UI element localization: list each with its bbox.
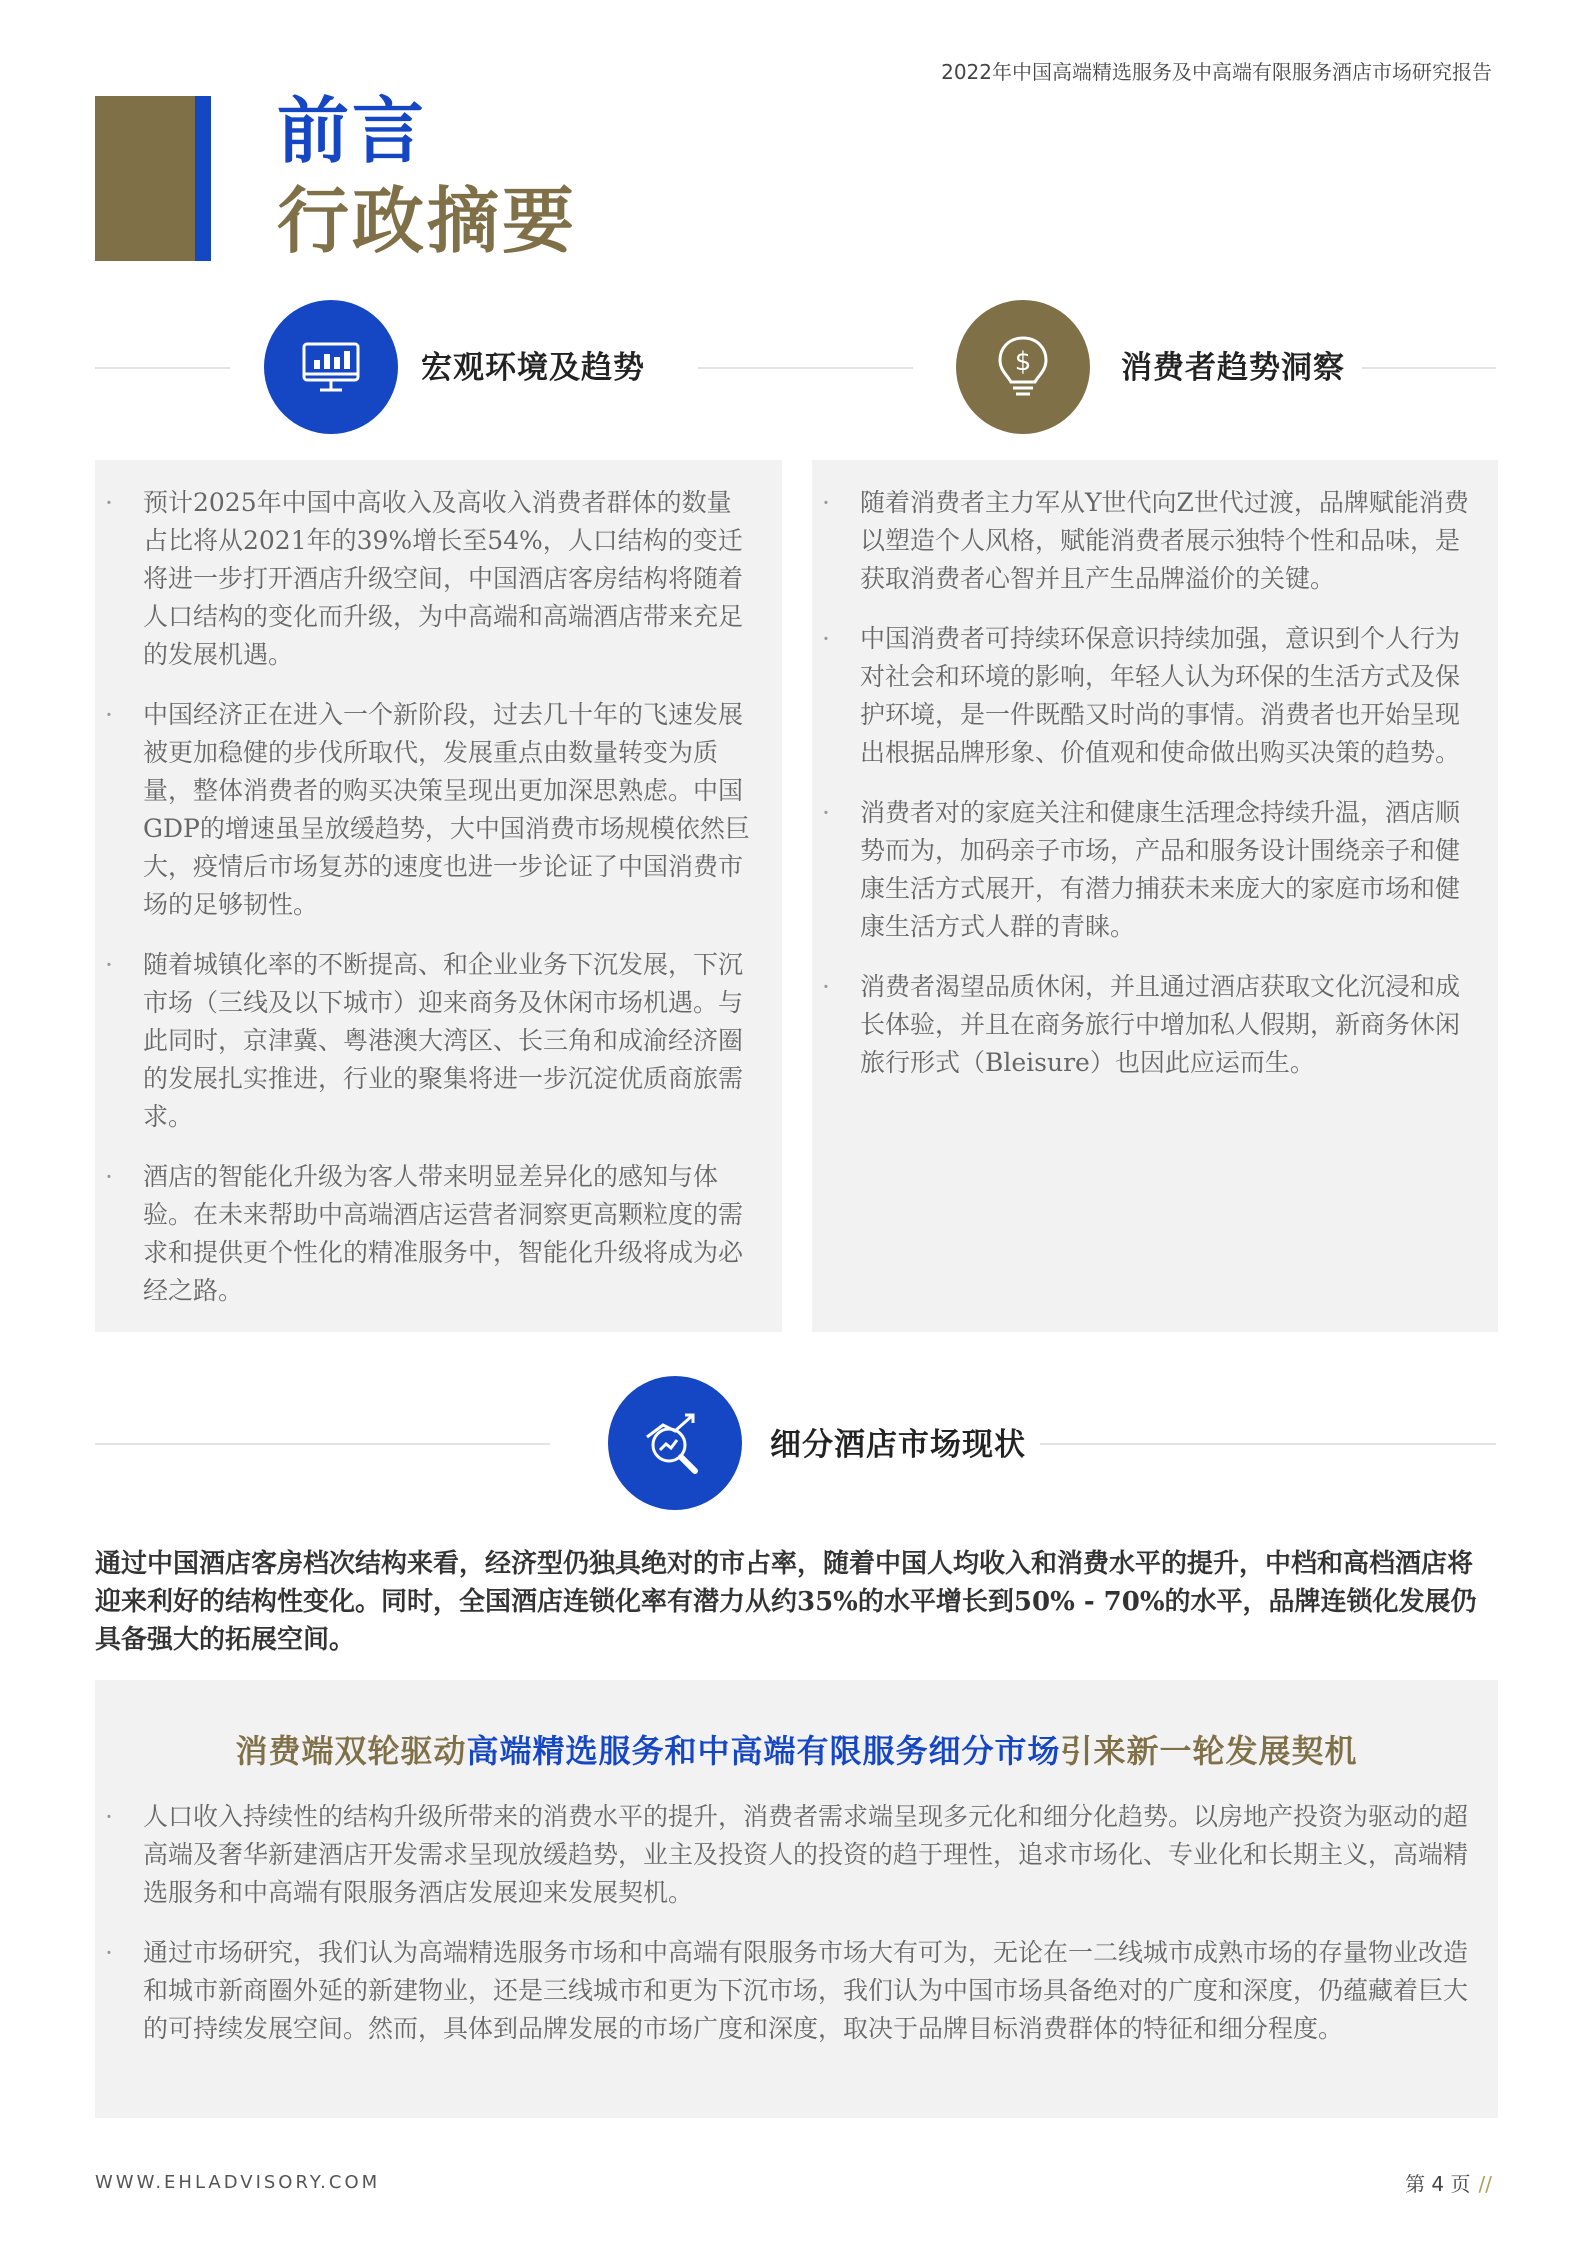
consumer-icon-circle [956,300,1090,434]
page-title-preface: 前言 [277,88,428,173]
title-gold-block [95,96,195,261]
subtitle-part-2: 高端精选服务和中高端有限服务细分市场 [466,1732,1061,1770]
divider-line [95,367,230,369]
list-item: · 酒店的智能化升级为客人带来明显差异化的感知与体验。在未来帮助中高端酒店运营者洞察更高颗粒度的需求和提供更个性化的精准服务中，智能化升级将成为必经之路。 [95,1158,752,1310]
consumer-panel [812,460,1498,1332]
magnifier-chart-icon [637,1405,713,1481]
consumer-bullet-list [812,460,1498,1082]
segment-subtitle [95,1726,1498,1772]
macro-bullet-list [95,460,782,1310]
divider-line [1040,1443,1496,1445]
list-item: · 人口收入持续性的结构升级所带来的消费水平的提升，消费者需求端呈现多元化和细分化趋势。以房地产投资为驱动的超高端及奢华新建酒店开发需求呈现放缓趋势，业主及投资人的投资的趋于理性，追求市场化、专业化和长期主义，高端精选服务和中高端有限服务酒店发展迎来发展契机。 [95,1798,1470,1912]
report-title: 2022年中国高端精选服务及中高端有限服务酒店市场研究报告 [941,60,1492,84]
list-item: · 随着城镇化率的不断提高、和企业业务下沉发展，下沉市场（三线及以下城市）迎来商务及休闲市场机遇。与此同时，京津冀、粤港澳大湾区、长三角和成渝经济圈的发展扎实推进，行业的聚集将进一步沉淀优质商旅需求。 [95,946,752,1136]
footer-slashes: // [1478,2172,1492,2196]
svg-text:$: $ [1014,347,1032,377]
segment-summary: 通过中国酒店客房档次结构来看，经济型仍独具绝对的市占率，随着中国人均收入和消费水平的提升，中档和高档酒店将迎来利好的结构性变化。同时，全国酒店连锁化率有潜力从约35%的水平增长到50% - 70%的水平，品牌连锁化发展仍具备强大的拓展空间。 [95,1549,1477,1655]
list-item: · 消费者对的家庭关注和健康生活理念持续升温，酒店顺势而为，加码亲子市场，产品和服务设计围绕亲子和健康生活方式展开，有潜力捕获未来庞大的家庭市场和健康生活方式人群的青睐。 [812,794,1470,946]
macro-panel [95,460,782,1332]
divider-line [1362,367,1496,369]
divider-line [95,1443,550,1445]
page-title-executive-summary: 行政摘要 [277,178,578,263]
list-item: · 中国经济正在进入一个新阶段，过去几十年的飞速发展被更加稳健的步伐所取代，发展重点由数量转变为质量，整体消费者的购买决策呈现出更加深思熟虑。中国GDP的增速虽呈放缓趋势，大中国消费市场规模依然巨大，疫情后市场复苏的速度也进一步论证了中国消费市场的足够韧性。 [95,696,752,924]
title-blue-stripe [195,96,211,261]
subtitle-part-3: 引来新一轮发展契机 [1060,1732,1358,1770]
list-item: · 随着消费者主力军从Y世代向Z世代过渡，品牌赋能消费以塑造个人风格，赋能消费者展示独特个性和品味，是获取消费者心智并且产生品牌溢价的关键。 [812,484,1470,598]
segment-icon-circle [608,1376,742,1510]
page-number-label: 第 4 页 [1405,2172,1471,2196]
macro-icon-circle [264,300,398,434]
segment-panel [95,1680,1498,2118]
page-number [1405,2168,1492,2197]
divider-line [698,367,913,369]
footer-website-link[interactable]: WWW.EHLADVISORY.COM [95,2172,381,2193]
segment-bullet-list [95,1772,1498,2048]
list-item: · 预计2025年中国中高收入及高收入消费者群体的数量占比将从2021年的39%增长至54%，人口结构的变迁将进一步打开酒店升级空间，中国酒店客房结构将随着人口结构的变化而升级，为中高端和高端酒店带来充足的发展机遇。 [95,484,752,674]
list-item: · 通过市场研究，我们认为高端精选服务市场和中高端有限服务市场大有可为，无论在一二线城市成熟市场的存量物业改造和城市新商圈外延的新建物业，还是三线城市和更为下沉市场，我们认为中国市场具备绝对的广度和深度，仍蕴藏着巨大的可持续发展空间。然而，具体到品牌发展的市场广度和深度，取决于品牌目标消费群体的特征和细分程度。 [95,1934,1470,2048]
list-item: · 消费者渴望品质休闲，并且通过酒店获取文化沉浸和成长体验，并且在商务旅行中增加私人假期，新商务休闲旅行形式（Bleisure）也因此应运而生。 [812,968,1470,1082]
monitor-chart-icon [296,332,366,402]
segment-section-title: 细分酒店市场现状 [770,1427,1026,1463]
macro-section-title: 宏观环境及趋势 [421,350,645,386]
subtitle-part-1: 消费端双轮驱动 [235,1732,467,1770]
list-item: · 中国消费者可持续环保意识持续加强，意识到个人行为对社会和环境的影响，年轻人认为环保的生活方式及保护环境，是一件既酷又时尚的事情。消费者也开始呈现出根据品牌形象、价值观和使命做出购买决策的趋势。 [812,620,1470,772]
lightbulb-dollar-icon [988,330,1058,404]
consumer-section-title: 消费者趋势洞察 [1121,350,1345,386]
